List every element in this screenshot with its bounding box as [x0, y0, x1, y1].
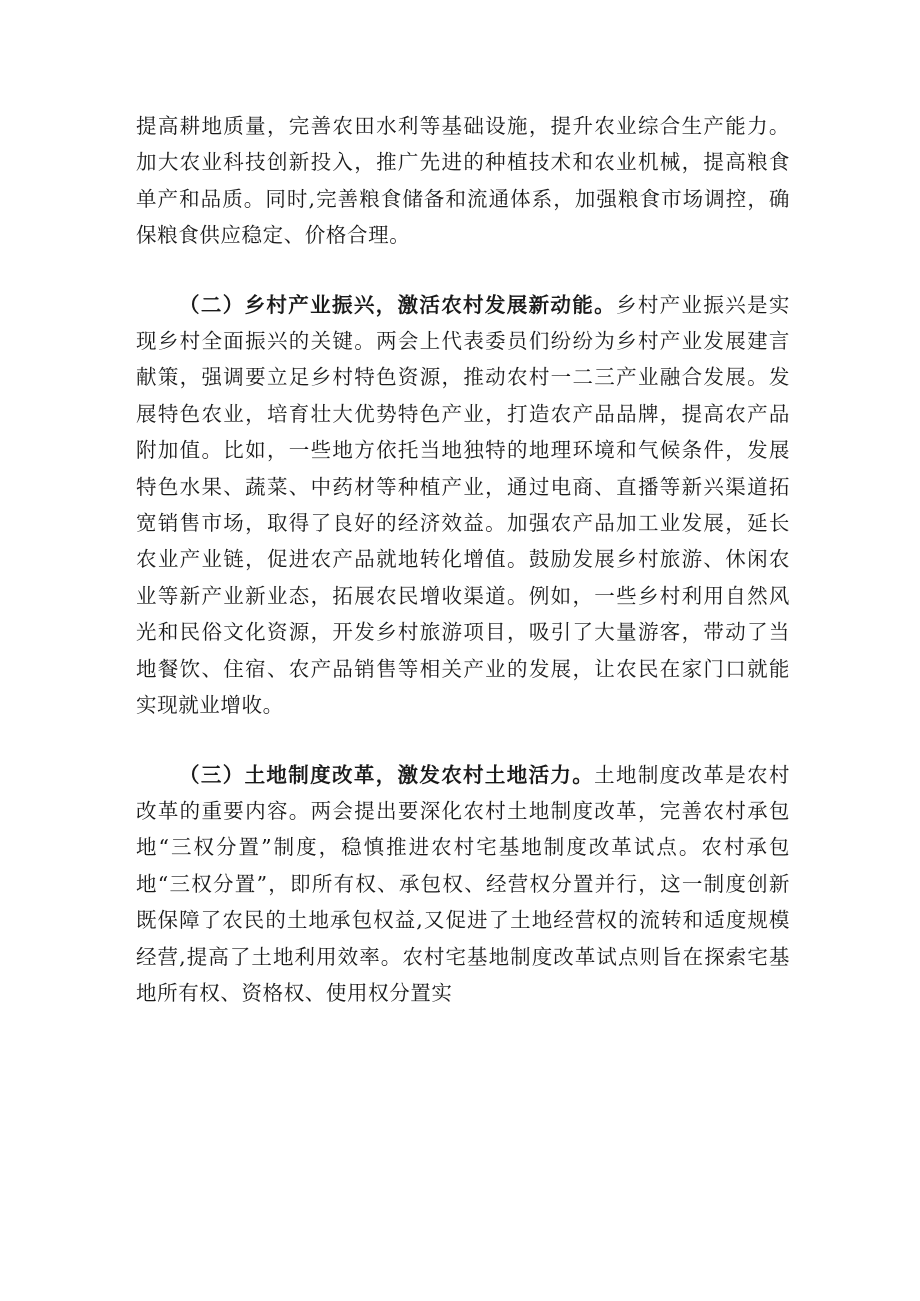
- paragraph-1: [136, 108, 790, 254]
- paragraph-3-text: 土地制度改革是农村改革的重要内容。两会提出要深化农村土地制度改革，完善农村承包地“三权分置”制度，稳慎推进农村宅基地制度改革试点。农村承包地“三权分置”，即所有权、承包权、经营权分置并行，这一制度创新既保障了农民的土地承包权益,又促进了土地经营权的流转和适度规模经营,提高了土地利用效率。农村宅基地制度改革试点则旨在探索宅基地所有权、资格权、使用权分置实: [136, 762, 790, 1005]
- paragraph-3: [136, 757, 790, 1012]
- document-page: [136, 108, 790, 1011]
- section-heading-2: （二）乡村产业振兴，激活农村发展新动能。: [179, 292, 616, 317]
- paragraph-2-text: 乡村产业振兴是实现乡村全面振兴的关键。两会上代表委员们纷纷为乡村产业发展建言献策，强调要立足乡村特色资源，推动农村一二三产业融合发展。发展特色农业，培育壮大优势特色产业，打造农产品品牌，提高农产品附加值。比如，一些地方依托当地独特的地理环境和气候条件，发展特色水果、蔬菜、中药材等种植产业，通过电商、直播等新兴渠道拓宽销售市场，取得了良好的经济效益。加强农产品加工业发展，延长农业产业链，促进农产品就地转化增值。鼓励发展乡村旅游、休闲农业等新产业新业态，拓展农民增收渠道。例如，一些乡村利用自然风光和民俗文化资源，开发乡村旅游项目，吸引了大量游客，带动了当地餐饮、住宿、农产品销售等相关产业的发展，让农民在家门口就能实现就业增收。: [136, 292, 790, 718]
- paragraph-1-text: 提高耕地质量，完善农田水利等基础设施，提升农业综合生产能力。加大农业科技创新投入，推广先进的种植技术和农业机械，提高粮食单产和品质。同时,完善粮食储备和流通体系，加强粮食市场调控，确保粮食供应稳定、价格合理。: [136, 114, 790, 248]
- section-heading-3: （三）土地制度改革，激发农村土地活力。: [179, 762, 595, 787]
- paragraph-2: [136, 287, 790, 724]
